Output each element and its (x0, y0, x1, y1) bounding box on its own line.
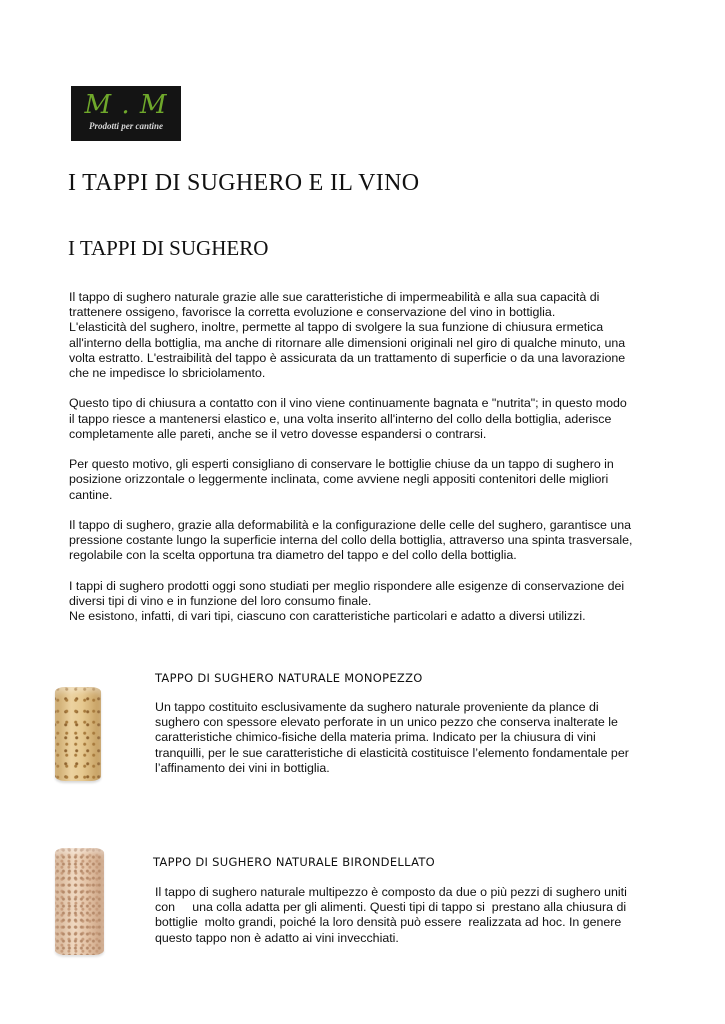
text-line: bottiglie molto grandi, poiché la loro densità può essere realizzata ad hoc. In genere (155, 915, 622, 930)
text-line: all'interno della bottiglia, ma anche di ritornare alle dimensioni originali nel giro di qualche minuto, una (69, 335, 626, 350)
text-line: con una colla adatta per gli alimenti. Questi tipi di tappo si prestano alla chiusura di (155, 900, 627, 915)
text-line: L'elasticità del sughero, inoltre, permette al tappo di svolgere la sua funzione di chiusura ermetica (69, 320, 604, 335)
paragraph-4 (69, 518, 669, 564)
text-line: Il tappo di sughero naturale grazie alle sue caratteristiche di impermeabilità e alla sua capacità di (69, 290, 600, 304)
text-line: caratteristiche chimico-fisiche della materia prima. Indicato per la chiusura di vini (155, 730, 596, 745)
text-line: Per questo motivo, gli esperti consigliano di conservare le bottiglie chiuse da un tappo di sughero in (69, 457, 614, 472)
company-logo (71, 86, 181, 141)
text-line: il tappo riesce a mantenersi elastico e, una volta inserito all'interno del collo della bottiglia, aderisce (69, 411, 612, 426)
text-line: Un tappo costituito esclusivamente da sughero naturale proveniente da plance di (155, 700, 599, 714)
text-line: tranquilli, per le sue caratteristiche di elasticità costituisce l’elemento fondamentale per (155, 745, 629, 760)
text-line: che ne impedisce lo sbriciolamento. (69, 366, 266, 381)
product-title-birondellato: TAPPO DI SUGHERO NATURALE BIRONDELLATO (153, 855, 436, 869)
logo-mark: M . M (84, 90, 168, 120)
section-title: I TAPPI DI SUGHERO (68, 236, 269, 260)
text-line: questo tappo non è adatto ai vini invecchiati. (155, 930, 399, 945)
text-line: cantine. (69, 487, 113, 502)
product-title-monopezzo: TAPPO DI SUGHERO NATURALE MONOPEZZO (155, 671, 423, 685)
text-line: Ne esistono, infatti, di vari tipi, ciascuno con caratteristiche particolari e adatto a diversi utilizzi. (69, 609, 586, 624)
page-title: I TAPPI DI SUGHERO E IL VINO (68, 170, 420, 196)
text-line: sughero con spessore elevato perforate in un unico pezzo che conserva inalterate le (155, 715, 618, 730)
natural-cork-image (55, 687, 101, 781)
text-line: I tappi di sughero prodotti oggi sono studiati per meglio rispondere alle esigenze di conservazione dei (69, 578, 625, 593)
text-line: posizione orizzontale o leggermente inclinata, come avviene negli appositi contenitori delle migliori (69, 472, 609, 487)
birondellato-cork-image (55, 848, 104, 955)
text-line: completamente alle pareti, anche se il vetro dovesse espandersi o contrarsi. (69, 426, 487, 441)
paragraph-5 (69, 579, 669, 625)
text-line: l’affinamento dei vini in bottiglia. (155, 760, 330, 775)
product-description-monopezzo (155, 700, 660, 776)
paragraph-2 (69, 396, 669, 442)
text-line: volta estratto. L'estraibilità del tappo è assicurata da un trattamento di superficie o da una lavorazione (69, 350, 626, 365)
text-line: trattenere ossigeno, favorisce la corretta evoluzione e conservazione del vino in bottiglia. (69, 305, 556, 320)
intro-body (69, 290, 669, 640)
text-line: Il tappo di sughero naturale multipezzo è composto da due o più pezzi di sughero uniti (155, 885, 627, 899)
paragraph-3 (69, 457, 669, 503)
text-line: Questo tipo di chiusura a contatto con il vino viene continuamente bagnata e "nutrita"; in questo modo (69, 396, 627, 411)
text-line: regolabile con la scelta opportuna tra diametro del tappo e del collo della bottiglia. (69, 548, 517, 563)
text-line: diversi tipi di vino e in funzione del loro consumo finale. (69, 594, 372, 608)
product-description-birondellato (155, 885, 660, 946)
text-line: pressione costante lungo la superficie interna del collo della bottiglia, attraverso una spinta trasversale, (69, 533, 633, 548)
paragraph-1 (69, 290, 669, 381)
logo-subtitle: Prodotti per cantine (89, 121, 163, 131)
text-line: Il tappo di sughero, grazie alla deformabilità e la configurazione delle celle del sughero, garantisce una (69, 518, 632, 532)
